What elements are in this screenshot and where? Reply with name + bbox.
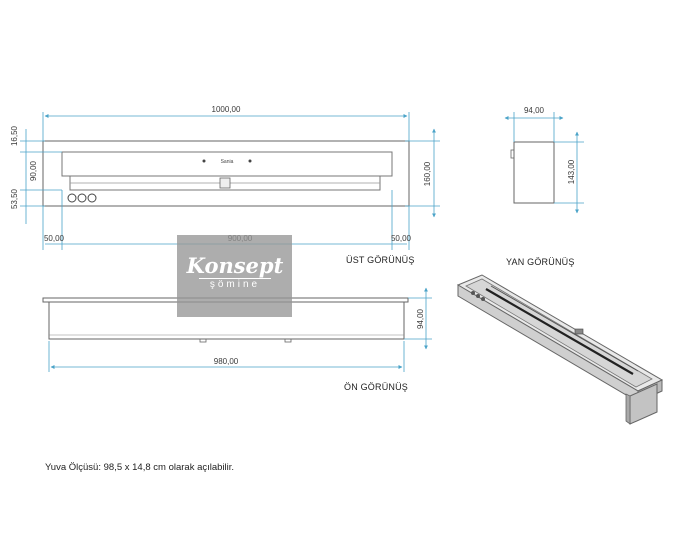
side-view <box>511 142 554 203</box>
brand-watermark <box>177 235 292 317</box>
front-view-label: ÖN GÖRÜNÜŞ <box>344 382 409 392</box>
watermark-subtitle: şömine <box>199 278 271 290</box>
dim-left-lower: 53,50 <box>10 188 19 210</box>
knob-icon <box>476 294 480 298</box>
knob-icon <box>68 194 76 202</box>
dim-right-offset: 50,00 <box>390 234 412 243</box>
knob-icon <box>471 291 475 295</box>
dim-front-width: 980,00 <box>213 357 239 366</box>
dim-left-offset: 50,00 <box>43 234 65 243</box>
dim-side-width: 94,00 <box>523 106 545 115</box>
top-view <box>43 141 409 206</box>
side-view-label: YAN GÖRÜNÜŞ <box>506 257 575 267</box>
opening-size-note: Yuva Ölçüsü: 98,5 x 14,8 cm olarak açılabilir. <box>45 462 235 473</box>
dim-total-width: 1000,00 <box>211 105 241 114</box>
dim-left-middle: 90,00 <box>29 160 38 182</box>
watermark-brand: Konsept <box>186 253 284 278</box>
knob-icon <box>88 194 96 202</box>
top-view-label: ÜST GÖRÜNÜŞ <box>346 255 415 265</box>
dim-total-height: 160,00 <box>423 161 432 187</box>
dim-left-upper: 16,50 <box>10 125 19 147</box>
svg-text:Sania: Sania <box>220 159 234 165</box>
dim-side-height: 143,00 <box>567 159 576 185</box>
isometric-view <box>458 275 662 424</box>
dim-front-height: 94,00 <box>416 308 425 330</box>
knob-icon <box>481 297 485 301</box>
knob-icon <box>78 194 86 202</box>
